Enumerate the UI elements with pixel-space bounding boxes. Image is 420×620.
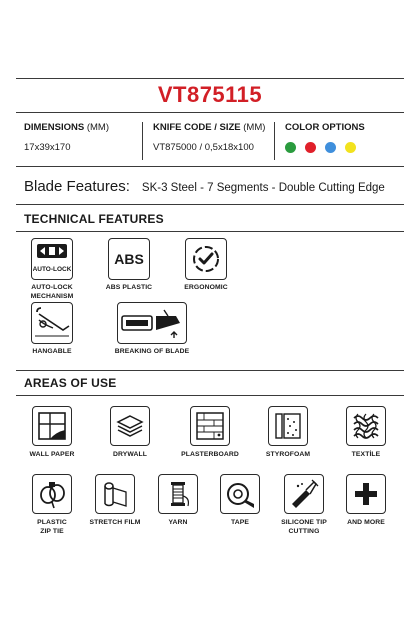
auto-lock-caption: AUTO-LOCK	[31, 284, 73, 291]
blade-rule	[16, 204, 404, 205]
blade-features-text: SK-3 Steel - 7 Segments - Double Cutting Edge	[141, 182, 385, 194]
areas-top-rule	[16, 370, 404, 371]
styrofoam-icon	[272, 410, 304, 442]
colors-label: COLOR OPTIONS	[285, 122, 365, 133]
auto-lock-icon	[33, 241, 71, 277]
textile-caption: TEXTİLE	[351, 451, 381, 458]
styrofoam-caption: STYROFOAM	[265, 451, 311, 458]
hangable-caption: HANGABLE	[32, 348, 72, 355]
silicone-tip-caption: SILICONE TIP	[281, 519, 327, 526]
areas-rule	[16, 395, 404, 396]
spec-colors	[274, 122, 384, 160]
specs-row	[24, 122, 404, 160]
auto-lock-badge: AUTO-LOCK	[33, 266, 71, 273]
dimensions-label: DIMENSIONS (MM)	[24, 122, 109, 133]
stretch-film-caption: STRETCH FILM	[89, 519, 141, 526]
color-swatch-green	[285, 142, 296, 153]
plasterboard-caption: PLASTERBOARD	[181, 451, 239, 458]
knife-label: KNIFE CODE / SIZE (MM)	[153, 122, 266, 133]
specs-rule	[16, 166, 404, 167]
feature-abs-plastic	[92, 238, 166, 293]
color-swatch-red	[305, 142, 316, 153]
drywall-caption: DRYWALL	[112, 451, 148, 458]
color-swatches	[285, 142, 384, 153]
stretch-film-icon	[99, 478, 131, 510]
blade-features	[24, 178, 406, 195]
areas-of-use-title: AREAS OF USE	[24, 376, 117, 390]
spec-knife	[142, 122, 274, 160]
zip-tie-icon	[36, 478, 68, 510]
tape-icon	[224, 478, 256, 510]
feature-hangable	[15, 302, 89, 357]
and-more-caption: AND MORE	[347, 519, 385, 526]
wall-paper-caption: WALL PAPER	[29, 451, 75, 458]
model-rule	[16, 112, 404, 113]
breaking-of-blade-caption: BREAKING OF BLADE	[114, 348, 190, 355]
color-swatch-blue	[325, 142, 336, 153]
plasterboard-icon	[194, 410, 226, 442]
textile-icon	[350, 410, 382, 442]
auto-lock-caption-2: MECHANISM	[30, 292, 74, 300]
area-and-more	[326, 474, 406, 528]
zip-tie-caption-2: ZIP TIE	[40, 527, 64, 535]
hangable-icon	[33, 306, 71, 340]
abs-plastic-caption: ABS PLASTIC	[105, 284, 153, 291]
ergonomic-caption: ERGONOMIC	[184, 284, 228, 291]
silicone-tip-caption-2: CUTTING	[288, 527, 320, 535]
model-number: VT875115	[157, 82, 263, 107]
feature-breaking-of-blade	[106, 302, 198, 357]
spec-dimensions	[24, 122, 142, 160]
blade-features-label: Blade Features:	[24, 178, 130, 195]
feature-auto-lock	[15, 238, 89, 301]
abs-badge: ABS	[114, 251, 144, 267]
technical-rule	[16, 231, 404, 232]
area-wall-paper	[12, 406, 92, 460]
yarn-icon	[162, 478, 194, 510]
area-drywall	[90, 406, 170, 460]
abs-icon	[111, 247, 147, 271]
technical-features-title: TECHNICAL FEATURES	[24, 212, 164, 226]
area-plasterboard	[170, 406, 250, 460]
silicone-tip-icon	[288, 478, 320, 510]
feature-ergonomic	[169, 238, 243, 293]
yarn-caption: YARN	[168, 519, 188, 526]
color-swatch-yellow	[345, 142, 356, 153]
dimensions-value: 17x39x170	[24, 142, 71, 153]
zip-tie-caption: PLASTIC	[37, 519, 67, 526]
knife-value: VT875000 / 0,5x18x100	[153, 142, 254, 153]
top-rule	[16, 78, 404, 79]
area-textile	[326, 406, 406, 460]
plus-icon	[350, 478, 382, 510]
drywall-icon	[114, 410, 146, 442]
ergonomic-icon	[189, 242, 223, 276]
area-styrofoam	[248, 406, 328, 460]
wallpaper-icon	[36, 410, 68, 442]
blade-break-icon	[120, 306, 184, 340]
tape-caption: TAPE	[230, 519, 250, 526]
